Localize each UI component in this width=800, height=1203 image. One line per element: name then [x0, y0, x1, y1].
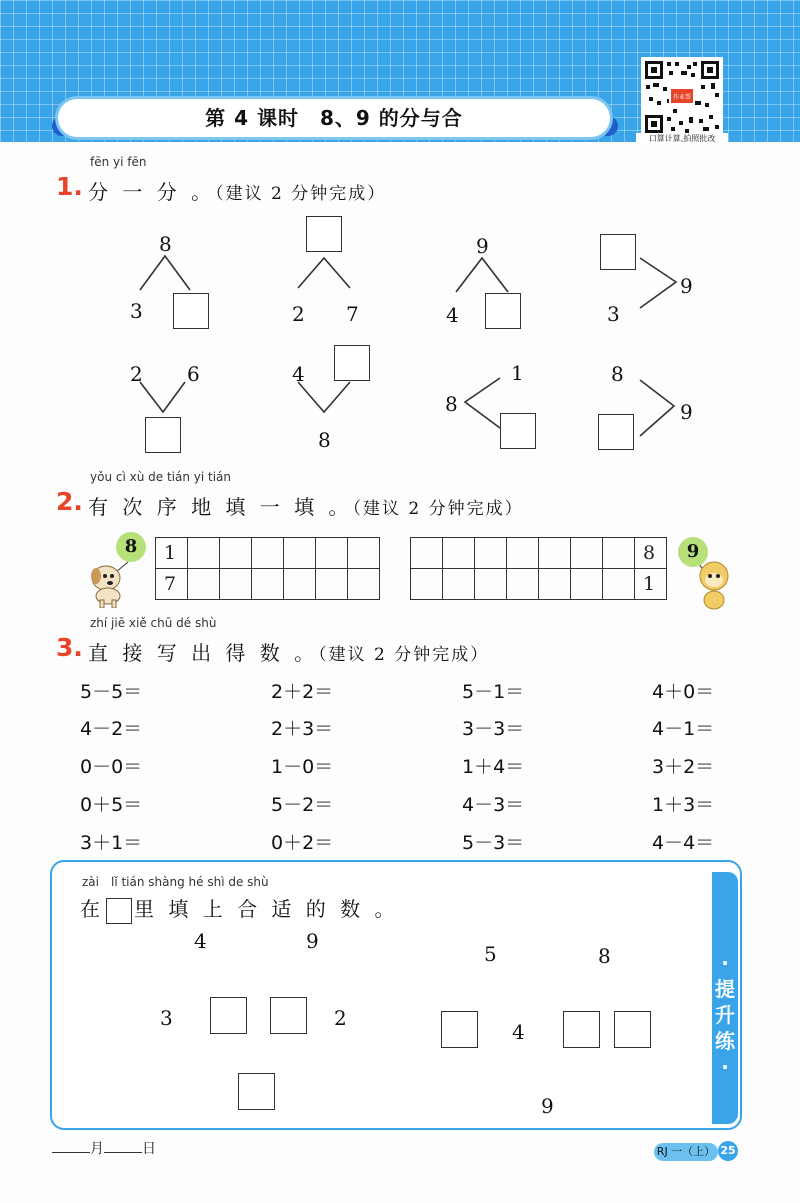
q3-number: 3. [56, 633, 83, 662]
month-label: 月 [90, 1141, 104, 1157]
q1-hint: （建议 2 分钟完成） [215, 184, 387, 204]
answer-box[interactable] [600, 234, 636, 270]
answer-box[interactable] [145, 417, 181, 453]
month-blank[interactable] [52, 1152, 90, 1153]
t4-left: 3 [607, 302, 620, 326]
grid-cell[interactable] [284, 538, 316, 569]
t5-left: 2 [130, 362, 143, 386]
t6-left: 4 [292, 362, 305, 386]
arith-problem: 0＋5＝ [80, 794, 143, 816]
arith-problem: 5－2＝ [271, 794, 334, 816]
q2-hint: （建议 2 分钟完成） [352, 499, 524, 519]
ext-left-top-b: 9 [306, 929, 319, 953]
answer-box[interactable] [306, 216, 342, 252]
t2-right: 7 [346, 302, 359, 326]
grid-cell [635, 569, 667, 600]
grid-cell[interactable] [411, 538, 443, 569]
grid-cell [156, 569, 188, 600]
extension-title-b: 里 填 上 合 适 的 数 。 [134, 897, 399, 921]
ext-right-mid: 4 [512, 1020, 525, 1044]
arith-problem: 4－4＝ [652, 832, 715, 854]
left-fill-grid [155, 537, 380, 600]
ext-right-top-b: 8 [598, 944, 611, 968]
qr-caption: 口算计算,拍照批改 [636, 133, 728, 144]
qr-brand: 作业帮 [672, 94, 692, 101]
t8-top: 8 [611, 362, 624, 386]
arith-problem: 3－3＝ [462, 718, 525, 740]
left-number-balloon: 8 [116, 532, 146, 562]
right-fill-grid [410, 537, 667, 600]
arith-problem: 4＋0＝ [652, 681, 715, 703]
extension-title-a: 在 [80, 897, 104, 921]
ext-left-top-a: 4 [194, 929, 207, 953]
arith-problem: 2＋3＝ [271, 718, 334, 740]
extension-pinyin: zài lǐ tián shàng hé shì de shù [82, 875, 269, 889]
t1-top: 8 [159, 232, 172, 256]
answer-box[interactable] [485, 293, 521, 329]
extension-title [80, 893, 399, 924]
q1-title-text: 分 一 分 。 [88, 180, 216, 204]
grid-cell[interactable] [603, 538, 635, 569]
grid-cell[interactable] [316, 569, 348, 600]
arith-problem: 0－0＝ [80, 756, 143, 778]
grid-cell[interactable] [411, 569, 443, 600]
grid-cell[interactable] [188, 569, 220, 600]
grid-cell[interactable] [475, 538, 507, 569]
inline-box-icon [106, 898, 132, 924]
q2-number: 2. [56, 487, 83, 516]
grid-cell[interactable] [443, 569, 475, 600]
arith-problem: 5－3＝ [462, 832, 525, 854]
answer-box[interactable] [614, 1011, 651, 1048]
grid-cell[interactable] [316, 538, 348, 569]
grid-cell[interactable] [220, 569, 252, 600]
arith-problem: 4－1＝ [652, 718, 715, 740]
answer-box[interactable] [210, 997, 247, 1034]
t6-bottom: 8 [318, 428, 331, 452]
ext-right-top-a: 5 [484, 942, 497, 966]
q1-number: 1. [56, 172, 83, 201]
grid-cell[interactable] [539, 569, 571, 600]
grid-cell[interactable] [443, 538, 475, 569]
ext-left-side-a: 3 [160, 1006, 173, 1030]
arith-problem: 4－2＝ [80, 718, 143, 740]
page-number: 25 [718, 1141, 738, 1161]
grid-cell[interactable] [252, 569, 284, 600]
lesson-title: 第 4 课时 8、9 的分与合 [205, 106, 463, 130]
arith-problem: 1－0＝ [271, 756, 334, 778]
t3-top: 9 [476, 234, 489, 258]
arith-problem: 5－1＝ [462, 681, 525, 703]
grid-cell[interactable] [252, 538, 284, 569]
grid-cell[interactable] [220, 538, 252, 569]
grid-cell [156, 538, 188, 569]
grid-value: 1 [164, 542, 177, 564]
arith-problem: 3＋2＝ [652, 756, 715, 778]
q3-title [88, 637, 489, 666]
grid-cell[interactable] [475, 569, 507, 600]
grid-cell[interactable] [571, 538, 603, 569]
grid-cell[interactable] [507, 538, 539, 569]
edition-badge: RJ 一（上） [654, 1143, 718, 1161]
t2-left: 2 [292, 302, 305, 326]
q2-title-text: 有 次 序 地 填 一 填 。 [88, 495, 353, 519]
grid-cell[interactable] [539, 538, 571, 569]
q3-pinyin: zhí jiē xiě chū dé shù [90, 616, 217, 630]
t7-left: 8 [445, 392, 458, 416]
grid-cell[interactable] [348, 538, 380, 569]
answer-box[interactable] [563, 1011, 600, 1048]
grid-cell[interactable] [348, 569, 380, 600]
arith-problem: 1＋4＝ [462, 756, 525, 778]
grid-value: 7 [164, 573, 177, 595]
answer-box[interactable] [238, 1073, 275, 1110]
q1-pinyin: fēn yi fēn [90, 155, 147, 169]
t4-right: 9 [680, 274, 693, 298]
right-number-balloon: 9 [678, 537, 708, 567]
ext-left-side-b: 2 [334, 1006, 347, 1030]
grid-value: 1 [643, 573, 656, 595]
answer-box[interactable] [441, 1011, 478, 1048]
day-label: 日 [142, 1141, 156, 1157]
grid-cell[interactable] [507, 569, 539, 600]
date-line [52, 1138, 156, 1158]
q3-hint: （建议 2 分钟完成） [318, 645, 490, 665]
answer-box[interactable] [173, 293, 209, 329]
grid-cell[interactable] [571, 569, 603, 600]
arith-problem: 4－3＝ [462, 794, 525, 816]
grid-value: 8 [643, 542, 656, 564]
grid-cell [635, 538, 667, 569]
arith-problem: 3＋1＝ [80, 832, 143, 854]
grid-cell[interactable] [284, 569, 316, 600]
t1-left: 3 [130, 299, 143, 323]
t3-left: 4 [446, 303, 459, 327]
grid-cell[interactable] [188, 538, 220, 569]
answer-box[interactable] [598, 414, 634, 450]
q2-title [88, 491, 524, 520]
q2-pinyin: yǒu cì xù de tián yi tián [90, 470, 232, 484]
day-blank[interactable] [104, 1152, 142, 1153]
ext-right-bottom: 9 [541, 1094, 554, 1118]
q3-title-text: 直 接 写 出 得 数 。 [88, 641, 319, 665]
t5-right: 6 [187, 362, 200, 386]
grid-cell[interactable] [603, 569, 635, 600]
answer-box[interactable] [334, 345, 370, 381]
t7-top: 1 [511, 361, 524, 385]
t8-right: 9 [680, 400, 693, 424]
arith-problem: 2＋2＝ [271, 681, 334, 703]
extension-tab-label: ·提升练· [715, 951, 735, 1079]
arith-problem: 0＋2＝ [271, 832, 334, 854]
arith-problem: 5－5＝ [80, 681, 143, 703]
arith-problem: 1＋3＝ [652, 794, 715, 816]
answer-box[interactable] [270, 997, 307, 1034]
answer-box[interactable] [500, 413, 536, 449]
